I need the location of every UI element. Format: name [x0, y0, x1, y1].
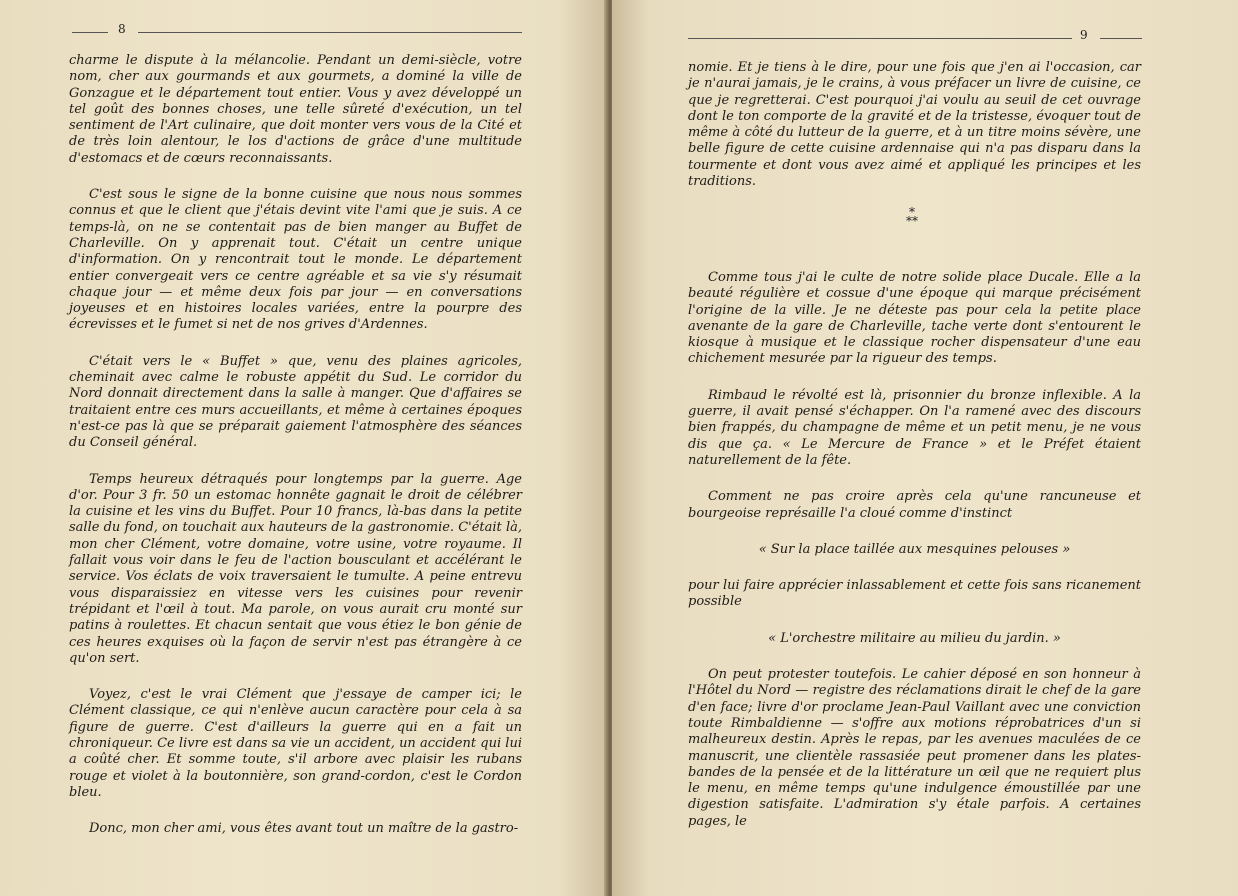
paragraph: Comment ne pas croire après cela qu'une rancuneuse et bourgeoise représaille l'a cloué comme d'instinct — [688, 489, 1141, 521]
paragraph: Rimbaud le révolté est là, prisonnier du bronze inflexible. A la guerre, il avait pensé s'échapper. On l'a ramené avec des discours bien frappés, du champagne de même et un petit menu, je ne vous dis que ça. « Le Mercure de France » et le Préfet étaient naturellement de la fête. — [688, 387, 1141, 468]
paragraph: pour lui faire apprécier inlassablement et cette fois sans ricanement possible — [688, 578, 1141, 610]
paragraph: Comme tous j'ai le culte de notre solide place Ducale. Elle a la beauté régulière et cossue d'une époque qui marque précisément l'origine de la ville. Je ne déteste pas pour cela la petite place avenante de la gare de Charleville, tache verte dont s'entourent le kiosque à musique et le classique rocher dispensateur d'une eau chichement mesurée par la rigueur des temps. — [688, 270, 1141, 367]
right-page-text-bottom — [688, 270, 1141, 830]
paragraph: C'est sous le signe de la bonne cuisine que nous nous sommes connus et que le client que j'étais devint vite l'ami que je suis. A ce temps-là, on ne se contentait pas de bien manger au Buffet de Charleville. On y apprenait tout. C'était un centre unique d'information. On y rencontrait tout le monde. Le département entier convergeait vers ce centre agréable et sa vie s'y résumait chaque jour — et même deux fois par jour — en conversations joyeuses et en histoires locales variées, entre la pourpre des écrevisses et le fumet si net de nos grives d'Ardennes. — [69, 187, 522, 333]
section-break-asterism: * ** — [906, 205, 918, 228]
right-page-text-top — [688, 60, 1141, 190]
paragraph: Temps heureux détraqués pour longtemps par la guerre. Age d'or. Pour 3 fr. 50 un estomac honnête gagnait le droit de célébrer la cuisine et les vins du Buffet. Pour 10 francs, là-bas dans la petite salle du fond, on touchait aux hauteurs de la gastronomie. C'était là, mon cher Clément, votre domaine, votre usine, votre royaume. Il fallait vous voir dans le feu de l'action bousculant et accélérant le service. Vos éclats de voix traversaient le tumulte. A peine entrevu vous disparaissiez en vitesse vers les cuisines pour revenir trépidant et l'œil à tout. Ma parole, on vous aurait cru monté sur patins à roulettes. Et chacun sentait que vous étiez le bon génie de ces heures exquises où la façon de servir n'est pas étrangère à ce qu'on sert. — [69, 471, 522, 666]
paragraph: Voyez, c'est le vrai Clément que j'essaye de camper ici; le Clément classique, ce qui n'enlève aucun caractère pour cela à sa figure de guerre. C'est d'ailleurs la guerre qui en a fait un chroniqueur. Ce livre est dans sa vie un accident, un accident qui lui a coûté cher. Et somme toute, s'il arbore avec plaisir les rubans rouge et violet à la boutonnière, son grand-cordon, c'est le Cordon bleu. — [69, 687, 522, 800]
right-header-rule-short — [1100, 38, 1142, 39]
left-page-text — [69, 53, 522, 837]
paragraph: charme le dispute à la mélancolie. Pendant un demi-siècle, votre nom, cher aux gourmands et aux gourmets, a dominé la ville de Gonzague et le département tout entier. Vous y avez développé un tel goût des bonnes choses, une telle sûreté d'exécution, un tel sentiment de l'Art culinaire, que doit monter vers vous de la Cité et de très loin alentour, le los d'actions de grâce d'une multitude d'estomacs et de cœurs reconnaissants. — [69, 53, 522, 166]
verse-quote: « L'orchestre militaire au milieu du jardin. » — [768, 630, 1061, 646]
paragraph: On peut protester toutefois. Le cahier déposé en son honneur à l'Hôtel du Nord — registre des réclamations dirait le chef de la gare d'en face; livre d'or proclame Jean-Paul Vaillant avec une conviction toute Rimbaldienne — s'offre aux motions réprobatrices d'un si malheureux destin. Après le repas, par les avenues maculées de ce manuscrit, une clientèle rassasiée peut promener dans les plates-bandes de la pensée et de la littérature un œil que ne requiert plus le menu, en même temps qu'une indulgence émoustillée par une digestion satisfaite. L'admiration s'y étale parfois. A certaines pages, le — [688, 667, 1141, 829]
left-header-rule-short — [72, 32, 108, 33]
paragraph: C'était vers le « Buffet » que, venu des plaines agricoles, cheminait avec calme le robuste appétit du Sud. Le corridor du Nord donnait directement dans la salle à manger. Que d'affaires se traitaient entre ces murs accueillants, et même à certaines époques n'est-ce pas là que se préparait gaiement l'atmosphère des séances du Conseil général. — [69, 353, 522, 451]
verse-quote: « Sur la place taillée aux mesquines pelouses » — [758, 541, 1071, 557]
right-page — [612, 0, 1238, 896]
paragraph: Donc, mon cher ami, vous êtes avant tout un maître de la gastro- — [89, 821, 519, 837]
left-header-rule-long — [138, 32, 522, 33]
right-page-number: 9 — [1080, 28, 1088, 42]
paragraph: nomie. Et je tiens à le dire, pour une fois que j'en ai l'occasion, car je n'aurai jamais, je le crains, à vous préfacer un livre de cuisine, ce que je regretterai. C'est pourquoi j'ai voulu au seuil de cet ouvrage dont le ton comporte de la gravité et de la tristesse, évoquer tout de même à côté du lutteur de la guerre, et à un titre moins sévère, une belle figure de cette cuisine ardennaise qui n'a pas disparu dans la tourmente et dont vous avez aimé et appliqué les principes et les traditions. — [688, 60, 1141, 190]
left-page — [0, 0, 608, 896]
left-page-number: 8 — [118, 22, 126, 36]
right-header-rule-long — [688, 38, 1072, 39]
